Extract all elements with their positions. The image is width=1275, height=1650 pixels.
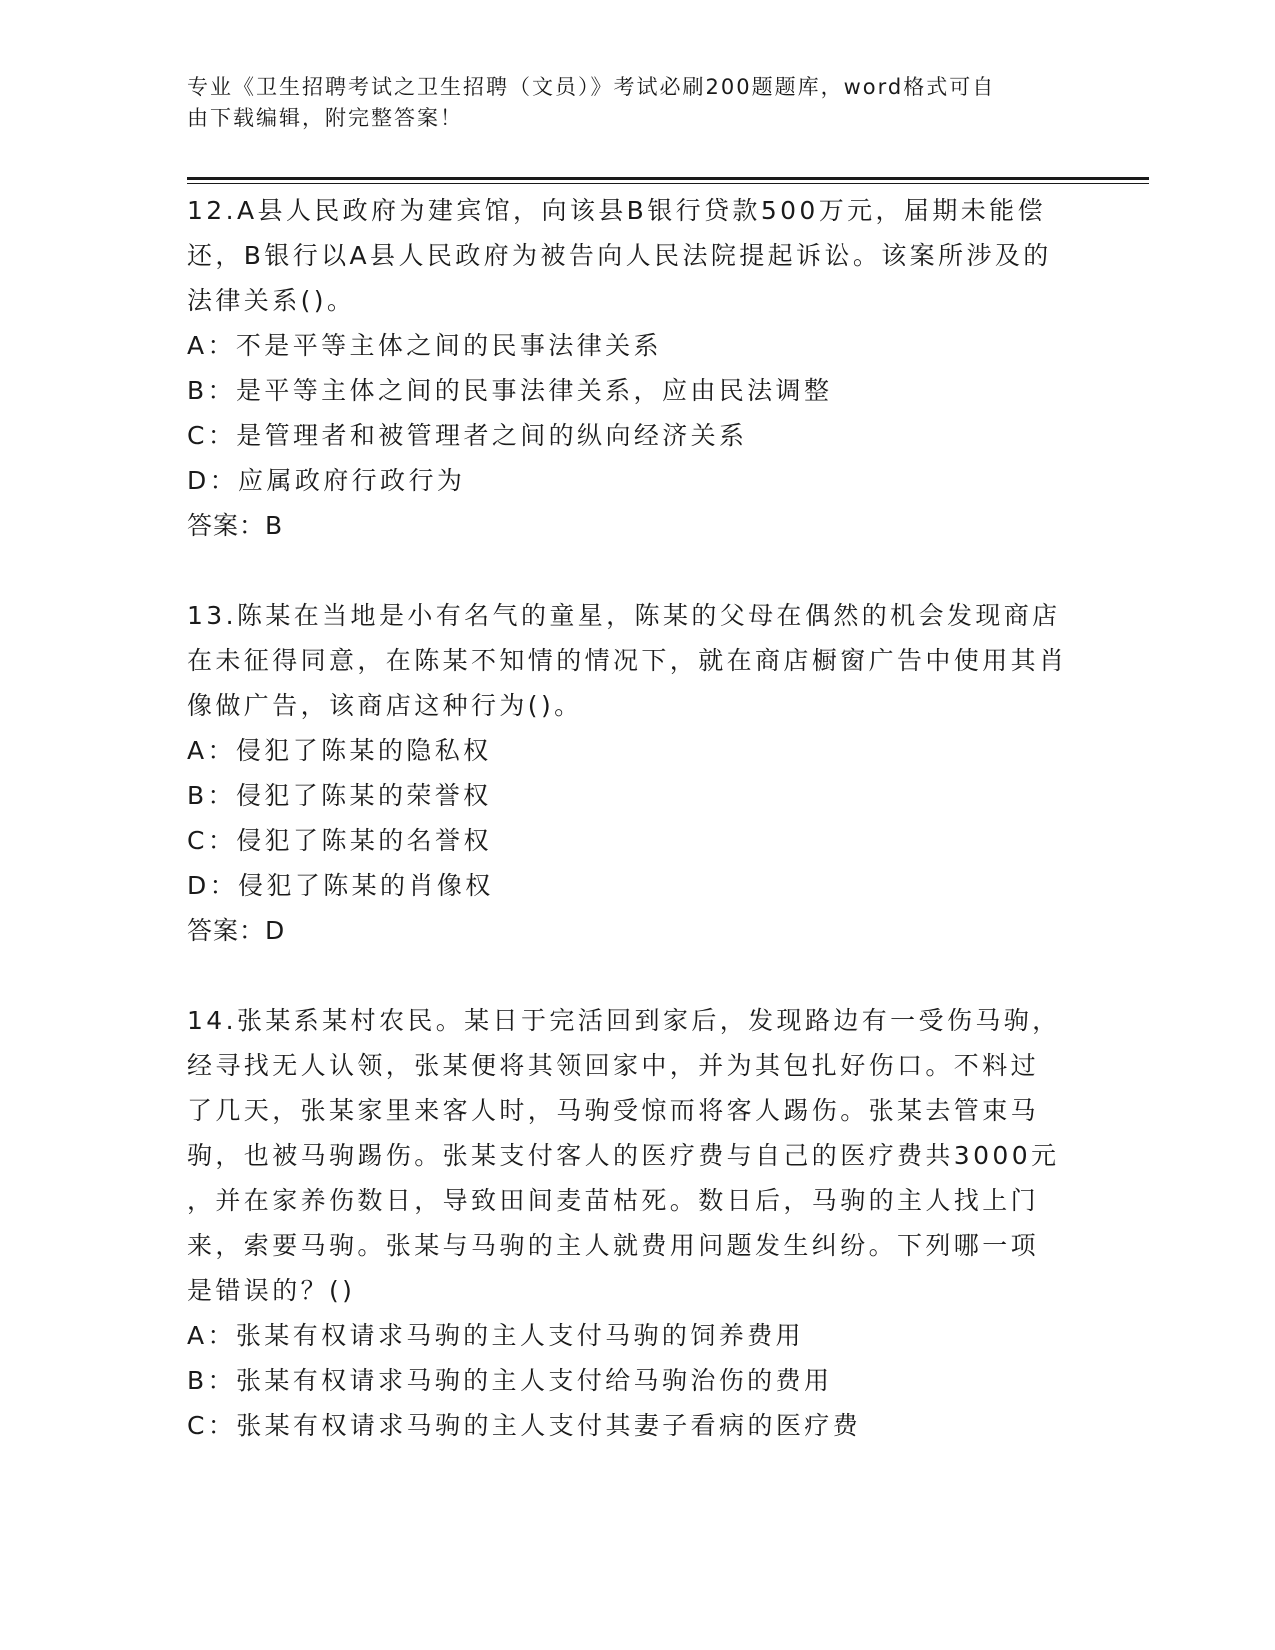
question-spacer	[187, 953, 1077, 998]
question-spacer	[187, 548, 1077, 593]
option-a: A：张某有权请求马驹的主人支付马驹的饲养费用	[187, 1321, 804, 1350]
option-c: C：是管理者和被管理者之间的纵向经济关系	[187, 421, 748, 450]
question-stem: 13.陈某在当地是小有名气的童星，陈某的父母在偶然的机会发现商店在未征得同意，在陈某不知情的情况下，就在商店橱窗广告中使用其肖像做广告，该商店这种行为()。	[187, 601, 1068, 720]
question-stem-line: 了几天，张某家里来客人时，马驹受惊而将客人踢伤。张某去管束马	[187, 1096, 1040, 1125]
question-list	[187, 188, 1077, 1448]
question-stem: 12.A县人民政府为建宾馆，向该县B银行贷款500万元，届期未能偿还，B银行以A县人民政府为被告向人民法院提起诉讼。该案所涉及的法律关系()。	[187, 196, 1052, 315]
option-b: B：侵犯了陈某的荣誉权	[187, 781, 492, 810]
question-stem-line: 驹，也被马驹踢伤。张某支付客人的医疗费与自己的医疗费共3000元	[187, 1141, 1060, 1170]
option-b: B：是平等主体之间的民事法律关系，应由民法调整	[187, 376, 833, 405]
option-d: D：侵犯了陈某的肖像权	[187, 871, 494, 900]
option-c: C：张某有权请求马驹的主人支付其妻子看病的医疗费	[187, 1411, 862, 1440]
option-c: C：侵犯了陈某的名誉权	[187, 826, 492, 855]
document-header	[187, 72, 1067, 134]
question-13	[187, 593, 1077, 953]
question-stem-line: 是错误的？()	[187, 1276, 356, 1305]
answer-line: 答案：B	[187, 511, 284, 540]
option-a: A：不是平等主体之间的民事法律关系	[187, 331, 662, 360]
question-stem-line: 经寻找无人认领，张某便将其领回家中，并为其包扎好伤口。不料过	[187, 1051, 1040, 1080]
question-stem-line: ，并在家养伤数日，导致田间麦苗枯死。数日后，马驹的主人找上门	[187, 1186, 1040, 1215]
header-divider-thick	[187, 177, 1149, 180]
option-b: B：张某有权请求马驹的主人支付给马驹治伤的费用	[187, 1366, 833, 1395]
question-stem-line: 14.张某系某村农民。某日于完活回到家后，发现路边有一受伤马驹，	[187, 1006, 1061, 1035]
option-d: D：应属政府行政行为	[187, 466, 466, 495]
header-line-2: 由下载编辑，附完整答案！	[187, 106, 463, 130]
option-a: A：侵犯了陈某的隐私权	[187, 736, 492, 765]
header-divider-thin	[187, 183, 1149, 184]
header-line-1: 专业《卫生招聘考试之卫生招聘（文员）》考试必刷200题题库，word格式可自	[187, 75, 996, 99]
answer-line: 答案：D	[187, 916, 286, 945]
question-stem-line: 来，索要马驹。张某与马驹的主人就费用问题发生纠纷。下列哪一项	[187, 1231, 1040, 1260]
question-12	[187, 188, 1077, 548]
question-14	[187, 998, 1077, 1448]
